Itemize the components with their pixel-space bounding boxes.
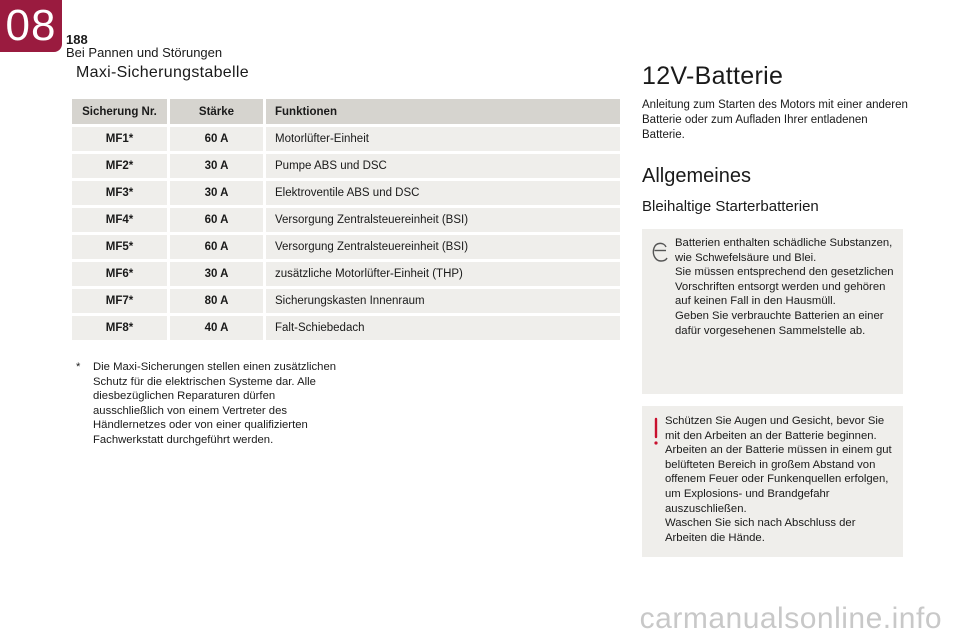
environment-note: [642, 229, 903, 394]
watermark: carmanualsonline.info: [639, 602, 942, 635]
column-header-fuse: Sicherung Nr.: [72, 99, 170, 124]
table-row: [72, 208, 620, 232]
table-row: [72, 127, 620, 151]
general-heading: Allgemeines: [642, 165, 751, 187]
fuse-table: [72, 96, 620, 343]
footnote-marker: *: [76, 361, 81, 373]
footnote: [76, 360, 346, 448]
table-row: [72, 316, 620, 340]
function-cell: Sicherungskasten Innenraum: [266, 289, 620, 313]
page-number: 188: [66, 32, 88, 47]
fuse-cell: MF1*: [72, 127, 170, 151]
fuse-table-body: [72, 127, 620, 340]
footnote-text: Die Maxi-Sicherungen stellen einen zusätzlichen Schutz für die elektrischen Systeme dar. Alle diesbezüglichen Reparaturen dürfen ausschließlich von einem Vertreter des Händlernetzes oder von einer qualifizierten Fachwerkstatt durchgeführt werden.: [93, 361, 337, 446]
strength-cell: 80 A: [170, 289, 266, 313]
environment-note-text: Batterien enthalten schädliche Substanzen, wie Schwefelsäure und Blei. Sie müssen entsprechend den gesetzlichen Vorschriften entsorgt werden und gehören auf keinen Fall in den Hausmüll. Geben Sie verbrauchte Batterien an einer dafür vorgesehenen Sammelstelle ab.: [675, 237, 894, 337]
strength-cell: 60 A: [170, 235, 266, 259]
section-title: Bei Pannen und Störungen: [66, 45, 223, 60]
lead-battery-heading: Bleihaltige Starterbatterien: [642, 198, 819, 215]
chapter-tab: 08: [0, 0, 62, 52]
function-cell: Versorgung Zentralsteuereinheit (BSI): [266, 208, 620, 232]
function-cell: Elektroventile ABS und DSC: [266, 181, 620, 205]
strength-cell: 60 A: [170, 127, 266, 151]
function-cell: Motorlüfter-Einheit: [266, 127, 620, 151]
function-cell: zusätzliche Motorlüfter-Einheit (THP): [266, 262, 620, 286]
fuse-cell: MF2*: [72, 154, 170, 178]
table-row: [72, 289, 620, 313]
function-cell: Pumpe ABS und DSC: [266, 154, 620, 178]
fuse-cell: MF7*: [72, 289, 170, 313]
fuse-cell: MF8*: [72, 316, 170, 340]
strength-cell: 40 A: [170, 316, 266, 340]
fuse-cell: MF6*: [72, 262, 170, 286]
fuse-cell: MF4*: [72, 208, 170, 232]
battery-intro: Anleitung zum Starten des Motors mit einer anderen Batterie oder zum Aufladen Ihrer entladenen Batterie.: [642, 99, 908, 141]
strength-cell: 60 A: [170, 208, 266, 232]
column-header-strength: Stärke: [170, 99, 266, 124]
warning-note-text: Schützen Sie Augen und Gesicht, bevor Sie mit den Arbeiten an der Batterie beginnen. Arbeiten an der Batterie müssen in einem gut belüfteten Bereich in großem Abstand von offenem Feuer oder Funkenquellen erfolgen, um Explosions- und Brandgefahr auszuschließen. Waschen Sie sich nach Abschluss der Arbeiten die Hände.: [665, 415, 892, 544]
table-row: [72, 262, 620, 286]
fuse-cell: MF3*: [72, 181, 170, 205]
table-row: [72, 235, 620, 259]
fuse-table-heading: Maxi-Sicherungstabelle: [76, 64, 249, 81]
function-cell: Versorgung Zentralsteuereinheit (BSI): [266, 235, 620, 259]
column-header-functions: Funktionen: [266, 99, 620, 124]
table-row: [72, 181, 620, 205]
battery-title: 12V-Batterie: [642, 62, 784, 90]
strength-cell: 30 A: [170, 262, 266, 286]
strength-cell: 30 A: [170, 154, 266, 178]
strength-cell: 30 A: [170, 181, 266, 205]
function-cell: Falt-Schiebedach: [266, 316, 620, 340]
warning-note: [642, 406, 903, 557]
environment-icon: [648, 237, 672, 267]
table-row: [72, 154, 620, 178]
fuse-cell: MF5*: [72, 235, 170, 259]
table-header-row: [72, 99, 620, 124]
